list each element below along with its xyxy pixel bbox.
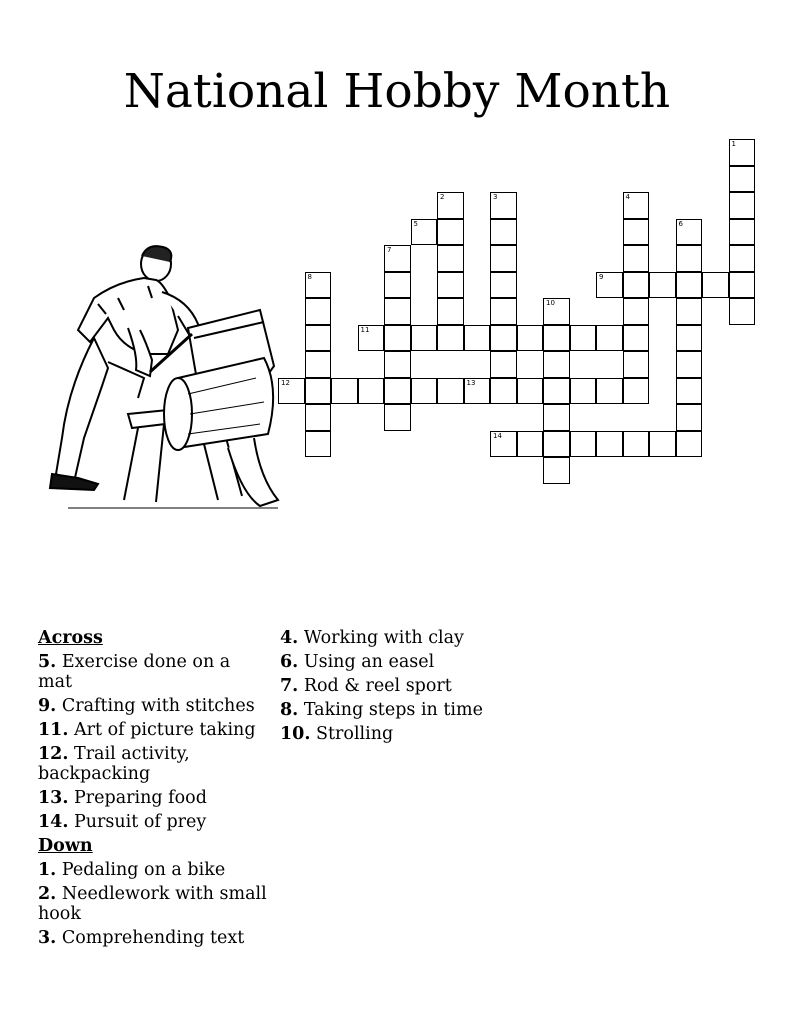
clues-column-2 (280, 628, 540, 748)
clue-number: 13 (466, 378, 476, 387)
clue-item-number: 14. (38, 812, 69, 832)
crossword-cell[interactable] (490, 378, 517, 405)
clue-item-text: Taking steps in time (298, 700, 483, 720)
crossword-cell[interactable] (490, 245, 517, 272)
crossword-cell[interactable] (649, 431, 676, 458)
clue-item-number: 3. (38, 928, 57, 948)
crossword-cell[interactable] (676, 245, 703, 272)
crossword-cell[interactable] (676, 431, 703, 458)
clue-item-text: Art of picture taking (68, 720, 256, 740)
crossword-cell[interactable] (596, 325, 623, 352)
clue-item-text: Crafting with stitches (56, 696, 255, 716)
crossword-cell[interactable] (384, 272, 411, 299)
crossword-cell[interactable] (676, 351, 703, 378)
down-heading: Down (38, 836, 93, 856)
crossword-cell[interactable] (676, 219, 703, 246)
crossword-cell[interactable] (649, 272, 676, 299)
clue-item-number: 13. (38, 788, 69, 808)
clue-item-text: Pedaling on a bike (56, 860, 226, 880)
clue-item-number: 10. (280, 724, 311, 744)
clue-item-number: 8. (280, 700, 299, 720)
man-sawing-log-on-sawhorse-icon (28, 238, 280, 518)
clue-item (280, 700, 540, 720)
crossword-cell[interactable] (623, 272, 650, 299)
crossword-cell[interactable] (623, 378, 650, 405)
clue-item (38, 884, 268, 924)
clue-number: 9 (599, 272, 604, 281)
clue-item (280, 652, 540, 672)
crossword-cell[interactable] (729, 139, 756, 166)
crossword-cell[interactable] (490, 219, 517, 246)
clue-item (38, 744, 268, 784)
crossword-cell[interactable] (384, 378, 411, 405)
crossword-cell[interactable] (543, 351, 570, 378)
clue-item-text: Rod & reel sport (298, 676, 452, 696)
clue-item-number: 11. (38, 720, 69, 740)
crossword-cell[interactable] (411, 378, 438, 405)
clue-number: 12 (281, 378, 290, 387)
crossword-cell[interactable] (437, 192, 464, 219)
clue-item-text: Using an easel (298, 652, 435, 672)
clue-item (280, 676, 540, 696)
clue-item (38, 928, 268, 948)
crossword-cell[interactable] (305, 272, 332, 299)
crossword-cell[interactable] (729, 219, 756, 246)
clue-number: 5 (413, 219, 418, 228)
clue-item-number: 1. (38, 860, 57, 880)
crossword-cell[interactable] (437, 298, 464, 325)
crossword-cell[interactable] (676, 325, 703, 352)
clue-item-number: 9. (38, 696, 57, 716)
crossword-cell[interactable] (729, 298, 756, 325)
crossword-cell[interactable] (411, 325, 438, 352)
crossword-cell[interactable] (384, 325, 411, 352)
crossword-cell[interactable] (278, 378, 305, 405)
clue-item-text: Working with clay (298, 628, 464, 648)
clue-item-text: Pursuit of prey (68, 812, 207, 832)
crossword-cell[interactable] (331, 378, 358, 405)
clue-item (38, 696, 268, 716)
clue-item-number: 5. (38, 652, 57, 672)
crossword-cell[interactable] (490, 325, 517, 352)
clue-number: 3 (493, 193, 498, 201)
clue-item-number: 7. (280, 676, 299, 696)
crossword-cell[interactable] (729, 272, 756, 299)
crossword-cell[interactable] (305, 298, 332, 325)
crossword-cell[interactable] (490, 298, 517, 325)
clue-number: 10 (546, 299, 555, 307)
clue-item (38, 788, 268, 808)
crossword-cell[interactable] (490, 431, 517, 458)
crossword-cell[interactable] (490, 192, 517, 219)
clue-number: 11 (360, 325, 370, 334)
crossword-cell[interactable] (305, 351, 332, 378)
crossword-cell[interactable] (543, 457, 570, 484)
page-title: National Hobby Month (123, 64, 671, 119)
crossword-cell[interactable] (517, 431, 544, 458)
crossword-cell[interactable] (411, 219, 438, 246)
crossword-cell[interactable] (623, 298, 650, 325)
crossword-cell[interactable] (676, 298, 703, 325)
clue-item-text: Exercise done on a mat (38, 652, 231, 692)
crossword-cell[interactable] (623, 219, 650, 246)
clue-item (38, 720, 268, 740)
crossword-cell[interactable] (623, 325, 650, 352)
crossword-cell[interactable] (437, 219, 464, 246)
crossword-cell[interactable] (596, 431, 623, 458)
across-heading: Across (38, 628, 103, 648)
clue-item-text: Comprehending text (56, 928, 245, 948)
clue-item (38, 860, 268, 880)
crossword-cell[interactable] (596, 272, 623, 299)
clue-item-number: 4. (280, 628, 299, 648)
crossword-cell[interactable] (490, 351, 517, 378)
crossword-cell[interactable] (384, 404, 411, 431)
crossword-cell[interactable] (464, 325, 491, 352)
clue-number: 2 (440, 193, 445, 201)
crossword-cell[interactable] (305, 431, 332, 458)
crossword-cell[interactable] (543, 325, 570, 352)
clue-item-text: Needlework with small hook (38, 884, 267, 924)
crossword-cell[interactable] (570, 431, 597, 458)
clue-number: 6 (678, 219, 683, 228)
crossword-cell[interactable] (384, 245, 411, 272)
clue-number: 7 (387, 246, 392, 254)
clue-item-number: 6. (280, 652, 299, 672)
crossword-cell[interactable] (384, 298, 411, 325)
crossword-cell[interactable] (623, 431, 650, 458)
crossword-cell[interactable] (464, 378, 491, 405)
crossword-cell[interactable] (623, 351, 650, 378)
clue-item (280, 724, 540, 744)
clue-item (38, 812, 268, 832)
crossword-cell[interactable] (305, 378, 332, 405)
crossword-cell[interactable] (358, 378, 385, 405)
crossword-cell[interactable] (729, 192, 756, 219)
clues-column-1 (38, 628, 268, 952)
clue-item-text: Strolling (310, 724, 394, 744)
clue-number: 8 (307, 272, 312, 281)
crossword-cell[interactable] (437, 272, 464, 299)
clue-item-number: 2. (38, 884, 57, 904)
crossword-cell[interactable] (570, 325, 597, 352)
clue-item-number: 12. (38, 744, 69, 764)
crossword-cell[interactable] (543, 378, 570, 405)
clue-number: 4 (625, 193, 630, 201)
crossword-cell[interactable] (358, 325, 385, 352)
crossword-cell[interactable] (676, 272, 703, 299)
clue-number: 1 (731, 140, 736, 148)
crossword-cell[interactable] (305, 325, 332, 352)
crossword-cell[interactable] (729, 245, 756, 272)
crossword-cell[interactable] (543, 404, 570, 431)
clue-item-text: Trail activity, backpacking (38, 744, 190, 784)
clue-item (38, 652, 268, 692)
crossword-cell[interactable] (517, 378, 544, 405)
crossword-cell[interactable] (676, 404, 703, 431)
crossword-cell[interactable] (543, 298, 570, 325)
crossword-cell[interactable] (623, 192, 650, 219)
crossword-cell[interactable] (702, 272, 729, 299)
clue-item (280, 628, 540, 648)
crossword-cell[interactable] (437, 325, 464, 352)
crossword-cell[interactable] (623, 245, 650, 272)
clue-item-text: Preparing food (68, 788, 207, 808)
crossword-cell[interactable] (517, 325, 544, 352)
crossword-cell[interactable] (305, 404, 332, 431)
crossword-cell[interactable] (384, 351, 411, 378)
clue-number: 14 (493, 431, 502, 440)
crossword-cell[interactable] (676, 378, 703, 405)
crossword-cell[interactable] (543, 431, 570, 458)
crossword-cell[interactable] (729, 166, 756, 193)
crossword-cell[interactable] (437, 378, 464, 405)
crossword-cell[interactable] (596, 378, 623, 405)
crossword-cell[interactable] (437, 245, 464, 272)
crossword-cell[interactable] (490, 272, 517, 299)
crossword-cell[interactable] (570, 378, 597, 405)
